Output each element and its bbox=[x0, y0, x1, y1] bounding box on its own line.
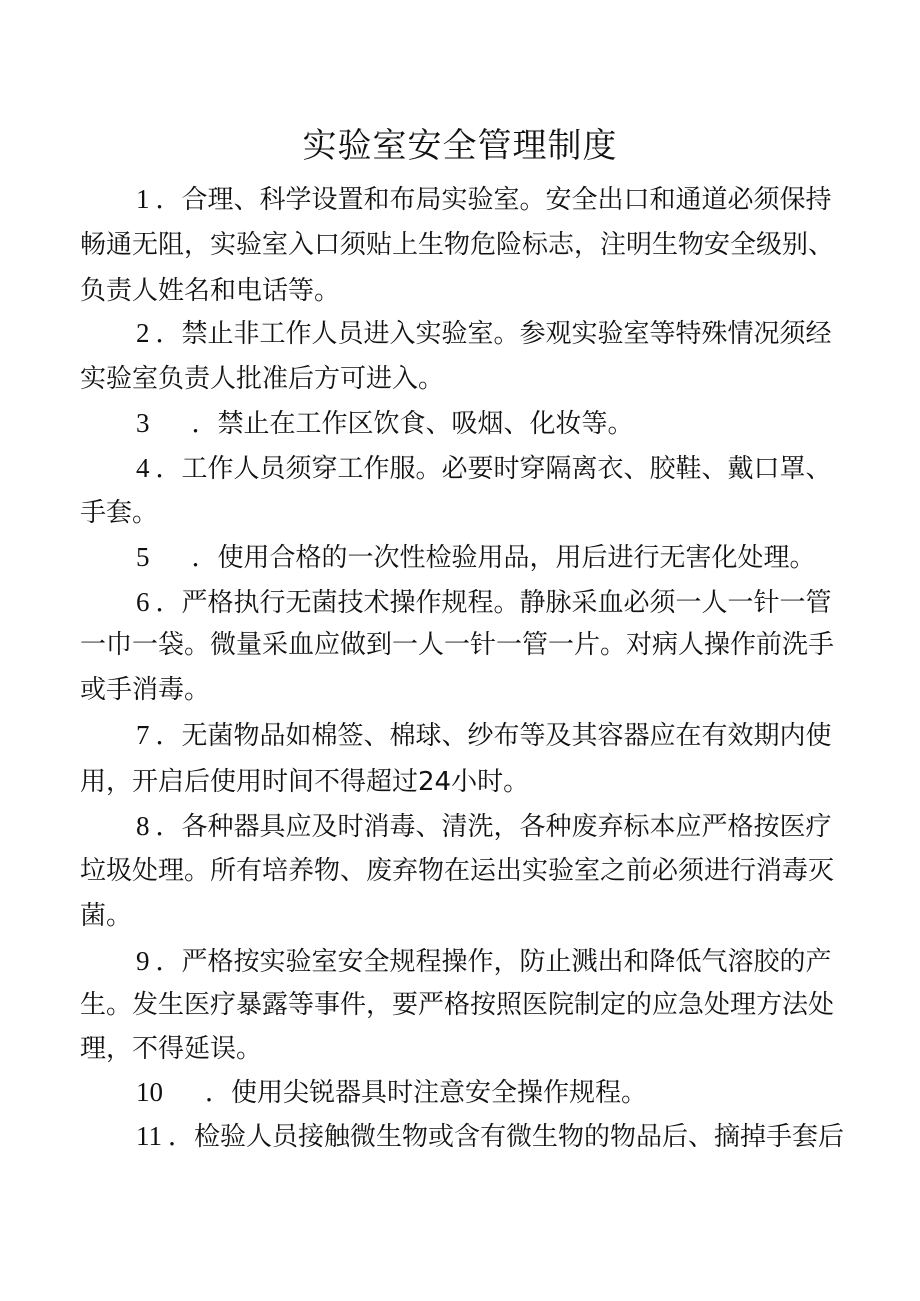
rule-item-first-line bbox=[136, 176, 832, 222]
rule-item-line bbox=[80, 893, 132, 939]
rule-item-first-line bbox=[136, 400, 634, 446]
rule-number: 8 bbox=[136, 811, 150, 841]
rule-number: 5 bbox=[136, 542, 150, 572]
rule-number: 1 bbox=[136, 184, 150, 214]
rule-number: 2 bbox=[136, 318, 150, 348]
rule-item-line bbox=[80, 1026, 262, 1072]
rule-text: 或手消毒。 bbox=[80, 675, 211, 705]
rule-text: 一巾一袋。微量采血应做到一人一针一管一片。对病人操作前洗手 bbox=[80, 630, 835, 660]
rule-number: 11 bbox=[136, 1121, 162, 1151]
rule-text: 负责人姓名和电话等。 bbox=[80, 276, 341, 306]
rule-text: ．合理、科学设置和布局实验室。安全出口和通道必须保持 bbox=[155, 185, 832, 215]
rule-text: 畅通无阻，实验室入口须贴上生物危险标志，注明生物安全级别、 bbox=[80, 230, 835, 260]
rule-text: ．严格执行无菌技术操作规程。静脉采血必须一人一针一管 bbox=[155, 588, 832, 618]
rule-item-line bbox=[80, 667, 210, 713]
document-title: 实验室安全管理制度 bbox=[302, 126, 618, 166]
rule-text: ．使用尖锐器具时注意安全操作规程。 bbox=[205, 1078, 648, 1108]
rule-item-line bbox=[80, 848, 834, 894]
rule-text: 理，不得延误。 bbox=[80, 1034, 263, 1064]
rule-text: ．工作人员须穿工作服。必要时穿隔离衣、胶鞋、戴口罩、 bbox=[155, 454, 832, 484]
rule-item-line bbox=[80, 622, 834, 668]
rule-item-line bbox=[80, 222, 834, 268]
rule-item-first-line bbox=[136, 579, 832, 625]
rule-item-first-line bbox=[136, 803, 832, 849]
rule-text: 用，开启后使用时间不得超过24小时。 bbox=[80, 767, 530, 797]
rule-item-line bbox=[80, 268, 340, 314]
rule-text: ．严格按实验室安全规程操作，防止溅出和降低气溶胶的产 bbox=[155, 947, 832, 977]
rule-item-line bbox=[80, 982, 834, 1028]
rule-item-first-line bbox=[136, 1069, 647, 1115]
rule-number: 9 bbox=[136, 946, 150, 976]
rule-number: 4 bbox=[136, 453, 150, 483]
rule-text: ．禁止在工作区饮食、吸烟、化妆等。 bbox=[191, 409, 634, 439]
rule-text: 菌。 bbox=[80, 901, 133, 931]
rule-item-first-line bbox=[136, 712, 832, 758]
rule-item-first-line bbox=[136, 534, 816, 580]
rule-text: ．检验人员接触微生物或含有微生物的物品后、摘掉手套后 bbox=[168, 1122, 845, 1152]
rule-text: 实验室负责人批准后方可进入。 bbox=[80, 364, 445, 394]
rule-text: 生。发生医疗暴露等事件，要严格按照医院制定的应急处理方法处 bbox=[80, 990, 835, 1020]
rule-text: ．使用合格的一次性检验用品，用后进行无害化处理。 bbox=[191, 543, 816, 573]
rule-number: 6 bbox=[136, 587, 150, 617]
rule-text: ．禁止非工作人员进入实验室。参观实验室等特殊情况须经 bbox=[155, 319, 832, 349]
rule-text: ．无菌物品如棉签、棉球、纱布等及其容器应在有效期内使 bbox=[155, 721, 832, 751]
rule-text: 垃圾处理。所有培养物、废弃物在运出实验室之前必须进行消毒灭 bbox=[80, 856, 835, 886]
rule-item-line bbox=[80, 490, 158, 536]
rule-number: 10 bbox=[136, 1077, 163, 1107]
rule-text: ．各种器具应及时消毒、清洗，各种废弃标本应严格按医疗 bbox=[155, 812, 832, 842]
rule-number: 7 bbox=[136, 720, 150, 750]
rule-item-line bbox=[80, 356, 444, 402]
rule-text: 手套。 bbox=[80, 498, 159, 528]
rule-item-first-line bbox=[136, 310, 832, 356]
rule-item-line bbox=[80, 759, 529, 805]
rule-item-first-line bbox=[136, 1113, 844, 1159]
rule-item-first-line bbox=[136, 938, 832, 984]
rule-item-first-line bbox=[136, 445, 832, 491]
rule-number: 3 bbox=[136, 408, 150, 438]
